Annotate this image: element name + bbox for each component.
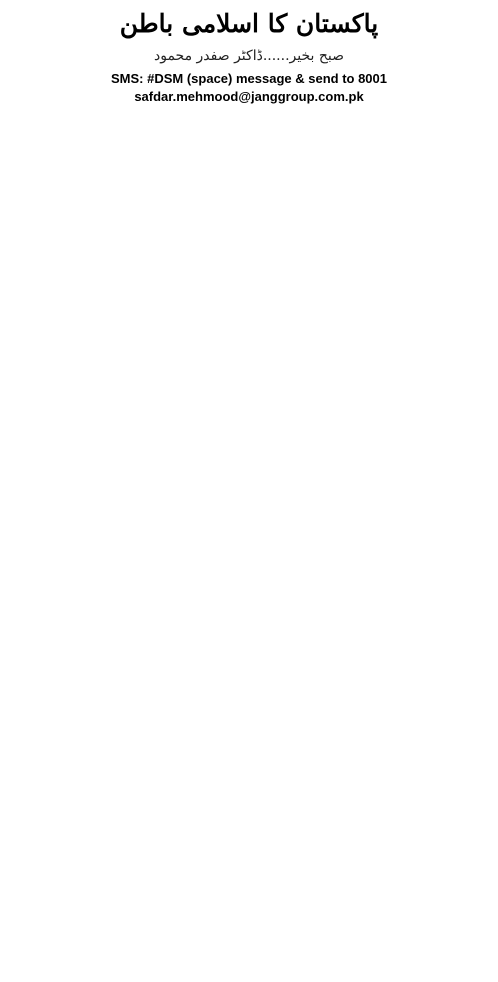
author-email[interactable]: safdar.mehmood@janggroup.com.pk <box>134 89 364 104</box>
article-title: پاکستان کا اسلامی باطن <box>119 9 379 38</box>
article-byline: صبح بخیر......ڈاکٹر صفدر محمود <box>154 48 344 64</box>
article-header <box>0 0 498 122</box>
article-body <box>10 124 488 976</box>
sms-contact-line: SMS: #DSM (space) message & send to 8001 <box>111 71 387 86</box>
